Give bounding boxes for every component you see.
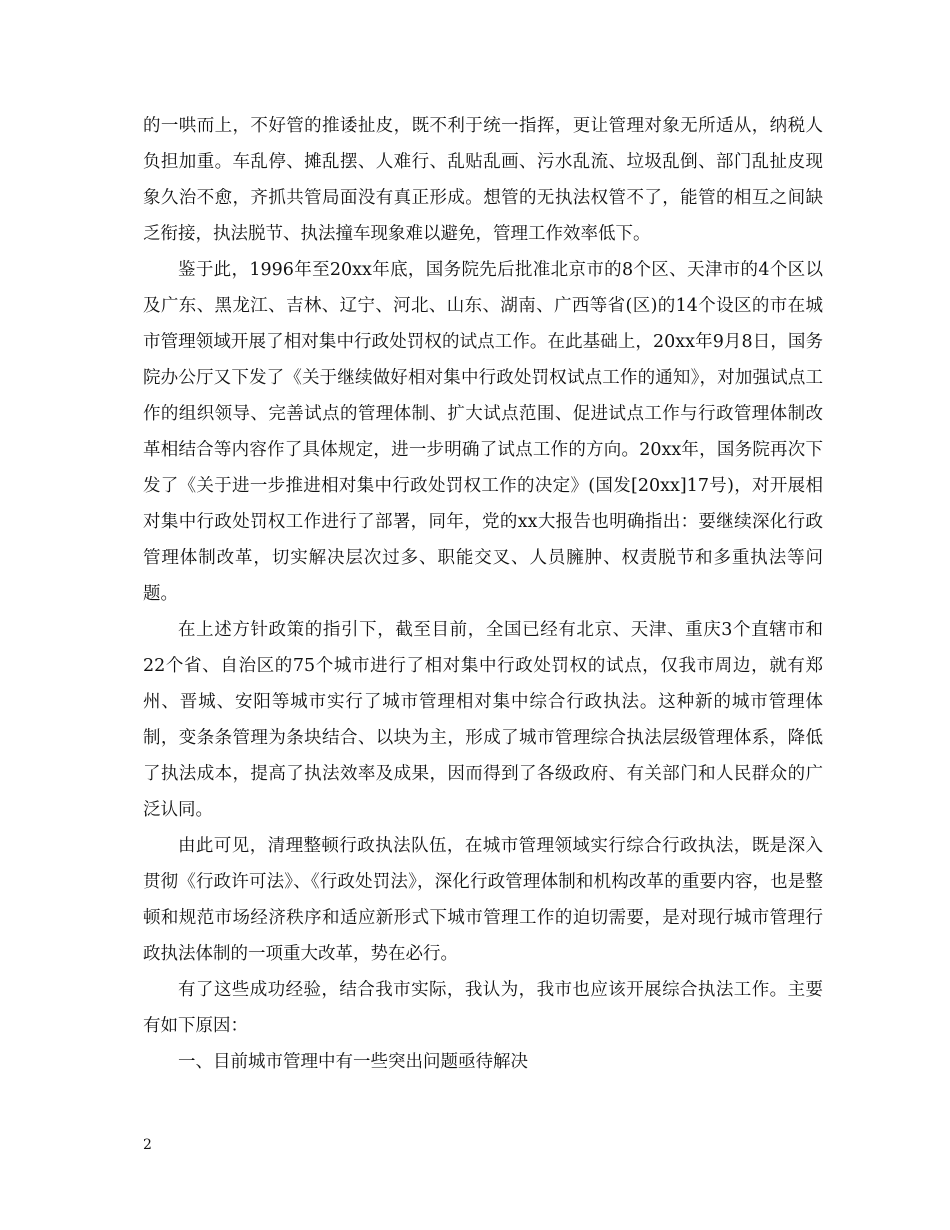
section-heading-one: 一、目前城市管理中有一些突出问题亟待解决 xyxy=(178,1052,528,1072)
page-number: 2 xyxy=(143,1137,152,1153)
paragraph-pilot-history: 鉴于此，1996年至20xx年底，国务院先后批准北京市的8个区、天津市的4个区以及广东、黑龙江、吉林、辽宁、河北、山东、湖南、广西等省(区)的14个设区的市在城市管理领域开展了相对集中行政处罚权的试点工作。在此基础上，20xx年9月8日，国务院办公厅又下发了《关于继续做好相对集中行政处罚权试点工作的通知》，对加强试点工作的组织领导、完善试点的管理体制、扩大试点范围、促进试点工作与行政管理体制改革相结合等内容作了具体规定，进一步明确了试点工作的方向。20xx年，国务院再次下发了《关于进一步推进相对集中行政处罚权工作的决定》(国发[20xx]17号)，对开展相对集中行政处罚权工作进行了部署，同年，党的xx大报告也明确指出：要继续深化行政管理体制改革，切实解决层次过多、职能交叉、人员臃肿、权责脱节和多重执法等问题。 xyxy=(143,260,823,604)
paragraph-continuation: 的一哄而上，不好管的推诿扯皮，既不利于统一指挥，更让管理对象无所适从，纳税人负担加重。车乱停、摊乱摆、人难行、乱贴乱画、污水乱流、垃圾乱倒、部门乱扯皮现象久治不愈，齐抓共管局面没有真正形成。想管的无执法权管不了，能管的相互之间缺乏衔接，执法脱节、执法撞车现象难以避免，管理工作效率低下。 xyxy=(143,116,823,244)
document-body xyxy=(143,108,823,1080)
paragraph-reasons-intro: 有了这些成功经验，结合我市实际，我认为，我市也应该开展综合执法工作。主要有如下原因： xyxy=(143,980,823,1036)
paragraph-policy-guidance: 在上述方针政策的指引下，截至目前，全国已经有北京、天津、重庆3个直辖市和22个省、自治区的75个城市进行了相对集中行政处罚权的试点，仅我市周边，就有郑州、晋城、安阳等城市实行了城市管理相对集中综合行政执法。这种新的城市管理体制，变条条管理为条块结合、以块为主，形成了城市管理综合执法层级管理体系，降低了执法成本，提高了执法效率及成果，因而得到了各级政府、有关部门和人民群众的广泛认同。 xyxy=(143,620,823,820)
paragraph-conclusion: 由此可见，清理整顿行政执法队伍，在城市管理领域实行综合行政执法，既是深入贯彻《行政许可法》、《行政处罚法》，深化行政管理体制和机构改革的重要内容，也是整顿和规范市场经济秩序和适应新形式下城市管理工作的迫切需要，是对现行城市管理行政执法体制的一项重大改革，势在必行。 xyxy=(143,836,823,964)
